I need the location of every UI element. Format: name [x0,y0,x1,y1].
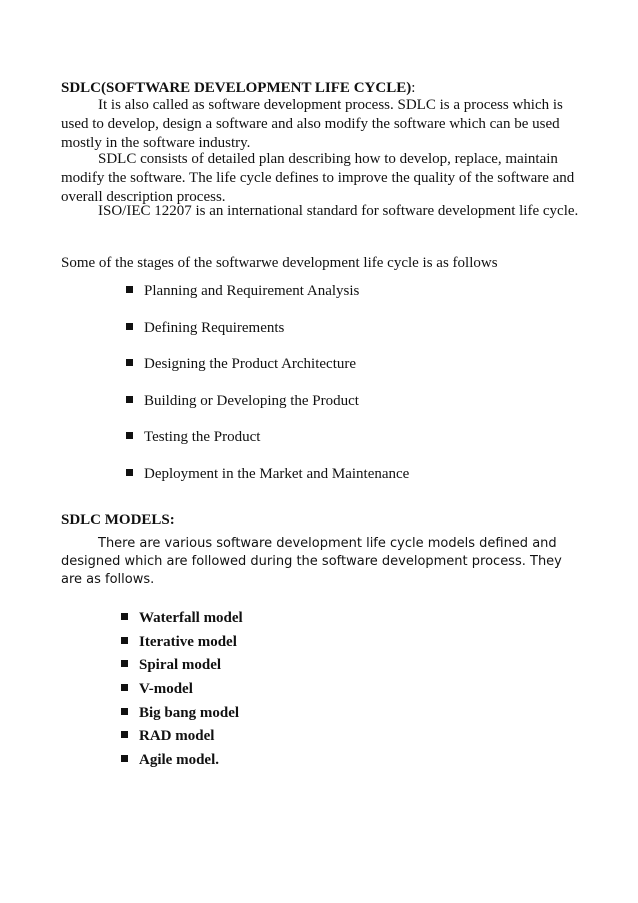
sdlc-paragraph-2 [61,150,581,207]
model-label: Big bang model [139,705,240,721]
bullet-square-icon [121,684,128,691]
bullet-square-icon [126,432,133,439]
bullet-square-icon [121,708,128,715]
list-item [126,392,359,411]
sdlc-heading-colon: : [411,80,416,96]
stage-label: Defining Requirements [144,320,285,336]
stage-label: Testing the Product [144,429,261,445]
sdlc-paragraph-1-text: It is also called as software development process. SDLC is a process which is used to develop, design a software and also modify the software which can be used mostly in the software industry. [61,97,563,151]
model-label: Iterative model [139,634,237,650]
list-item [121,727,214,746]
model-label: Spiral model [139,657,222,673]
list-item [121,633,237,652]
list-item [126,355,356,374]
list-item [121,680,193,699]
sdlc-paragraph-1 [61,96,581,153]
bullet-square-icon [121,637,128,644]
sdlc-paragraph-3 [61,202,581,221]
stage-label: Building or Developing the Product [144,393,359,409]
list-item [121,609,243,628]
model-label: V-model [139,681,193,697]
bullet-square-icon [126,396,133,403]
model-label: RAD model [139,728,215,744]
bullet-square-icon [121,731,128,738]
bullet-square-icon [121,755,128,762]
stage-label: Planning and Requirement Analysis [144,283,360,299]
bullet-square-icon [121,660,128,667]
stage-label: Deployment in the Market and Maintenance [144,466,410,482]
sdlc-paragraph-2-text: SDLC consists of detailed plan describing how to develop, replace, maintain modify the software. The life cycle defines to improve the quality of the software and overall description process. [61,151,575,205]
model-label: Waterfall model [139,610,243,626]
list-item [126,428,260,447]
list-item [121,704,239,723]
list-item [121,656,221,675]
stages-intro: Some of the stages of the softwarwe development life cycle is as follows [61,255,498,271]
models-intro-text: There are various software development life cycle models defined and designed which are followed during the software development process. They are as follows. [61,536,562,587]
stage-label: Designing the Product Architecture [144,356,357,372]
bullet-square-icon [126,469,133,476]
sdlc-heading-text: SDLC(SOFTWARE DEVELOPMENT LIFE CYCLE) [61,80,412,96]
list-item [126,282,359,301]
list-item [126,319,284,338]
list-item [121,751,219,770]
sdlc-paragraph-3-text: ISO/IEC 12207 is an international standard for software development life cycle. [98,203,579,219]
models-heading: SDLC MODELS: [61,512,175,528]
models-intro [61,535,585,589]
bullet-square-icon [126,359,133,366]
bullet-square-icon [126,323,133,330]
bullet-square-icon [121,613,128,620]
model-label: Agile model. [139,752,219,768]
bullet-square-icon [126,286,133,293]
list-item [126,465,409,484]
